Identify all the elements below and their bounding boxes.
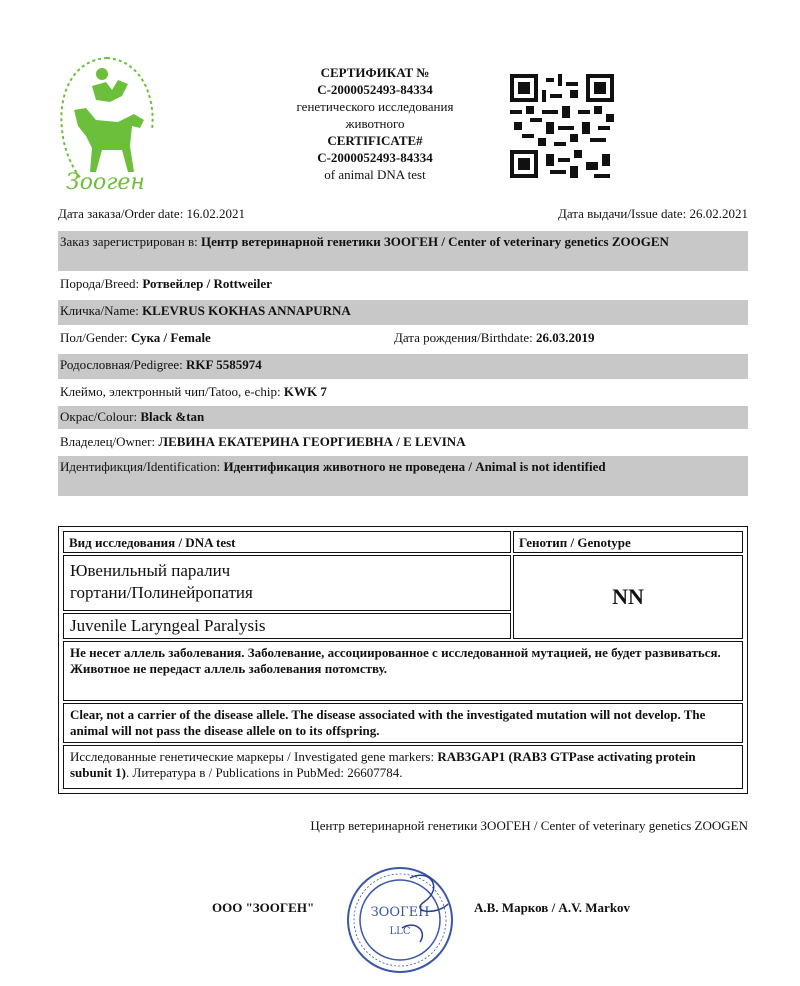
stamp-text-2: LLC	[389, 926, 411, 937]
birthdate	[394, 330, 594, 345]
stamp-text-1: ЗООГЕН	[370, 905, 430, 920]
certificate-title	[250, 64, 500, 183]
name-row	[58, 300, 748, 325]
disease-ru-line-1: Ювенильный паралич	[70, 561, 231, 580]
birthdate-value: 26.03.2019	[535, 330, 595, 345]
breed-row	[58, 273, 748, 298]
colour-value: Black &tan	[140, 409, 205, 424]
info-section	[58, 231, 748, 496]
breed-label: Порода/Breed:	[60, 276, 143, 291]
genotype-value: NN	[513, 555, 743, 639]
registered-row	[58, 231, 748, 271]
breed-value: Ротвейлер / Rottweiler	[142, 276, 272, 291]
owner-row	[58, 431, 748, 454]
name-label: Кличка/Name:	[60, 303, 143, 318]
logo-text: Зооген	[66, 170, 145, 195]
registered-value: Центр ветеринарной генетики ЗООГЕН / Center of veterinary genetics ZOOGEN	[201, 234, 669, 249]
colour-row	[58, 406, 748, 429]
center-line: Центр ветеринарной генетики ЗООГЕН / Center of veterinary genetics ZOOGEN	[310, 818, 748, 833]
ru-title: СЕРТИФИКАТ №	[320, 65, 430, 80]
issue-date: Дата выдачи/Issue date: 26.02.2021	[558, 206, 748, 221]
en-title: CERTIFICATE#	[327, 133, 423, 148]
gender-row	[58, 327, 748, 352]
result-ru: Не несет аллель заболевания. Заболевание, ассоциированное с исследованной мутацией, не будет развиваться. Животное не передаст аллель заболевания потомству.	[63, 641, 743, 701]
dna-test-header: Вид исследования / DNA test	[63, 531, 511, 553]
qr-code	[510, 74, 614, 178]
owner-value: ЛЕВИНА ЕКАТЕРИНА ГЕОРГИЕВНА / E LEVINA	[158, 434, 466, 449]
chip-label: Клеймо, электронный чип/Tatoo, e-chip:	[60, 384, 284, 399]
gene-markers	[63, 745, 743, 789]
ru-subtitle-2: животного	[345, 116, 405, 131]
company-name: ООО "ЗООГЕН"	[212, 900, 315, 915]
pedigree-row	[58, 354, 748, 379]
pedigree-value: RKF 5585974	[186, 357, 262, 372]
certificate-number-en: С-2000052493-84334	[317, 150, 433, 165]
chip-value: KWK 7	[283, 384, 327, 399]
pedigree-label: Родословная/Pedigree:	[60, 357, 187, 372]
chip-row	[58, 381, 748, 404]
birthdate-label: Дата рождения/Birthdate:	[394, 330, 536, 345]
identification-value: Идентификация животного не проведена / Animal is not identified	[223, 459, 606, 474]
dna-test-table	[58, 526, 748, 794]
order-date: Дата заказа/Order date: 16.02.2021	[58, 206, 246, 221]
identification-row	[58, 456, 748, 496]
name-value: KLEVRUS KOKHAS ANNAPURNA	[142, 303, 351, 318]
genotype-header: Генотип / Genotype	[513, 531, 743, 553]
en-subtitle: of animal DNA test	[324, 167, 426, 182]
company-stamp	[340, 858, 460, 978]
ru-subtitle-1: генетического исследования	[296, 99, 454, 114]
signer-name: А.В. Марков / A.V. Markov	[474, 900, 631, 915]
disease-name-en: Juvenile Laryngeal Paralysis	[63, 613, 511, 639]
certificate-number-ru: С-2000052493-84334	[317, 82, 433, 97]
markers-value: RAB3GAP1 (RAB3 GTPase activating protein subunit 1)	[70, 749, 696, 780]
disease-name-ru	[63, 555, 511, 611]
registered-label: Заказ зарегистрирован в:	[60, 234, 202, 249]
disease-ru-line-2: гортани/Полинейропатия	[70, 583, 253, 602]
gender-value: Сука / Female	[130, 330, 211, 345]
identification-label: Идентификция/Identification:	[60, 459, 224, 474]
colour-label: Окрас/Colour:	[60, 409, 141, 424]
markers-suffix: . Литература в / Publications in PubMed: 26607784.	[126, 765, 403, 780]
gender-label: Пол/Gender:	[60, 330, 131, 345]
result-en: Clear, not a carrier of the disease allele. The disease associated with the investigated mutation will not develop. The animal will not pass the disease allele on to its offspring.	[63, 703, 743, 743]
markers-prefix: Исследованные генетические маркеры / Investigated gene markers:	[70, 749, 438, 764]
owner-label: Владелец/Owner:	[60, 434, 159, 449]
